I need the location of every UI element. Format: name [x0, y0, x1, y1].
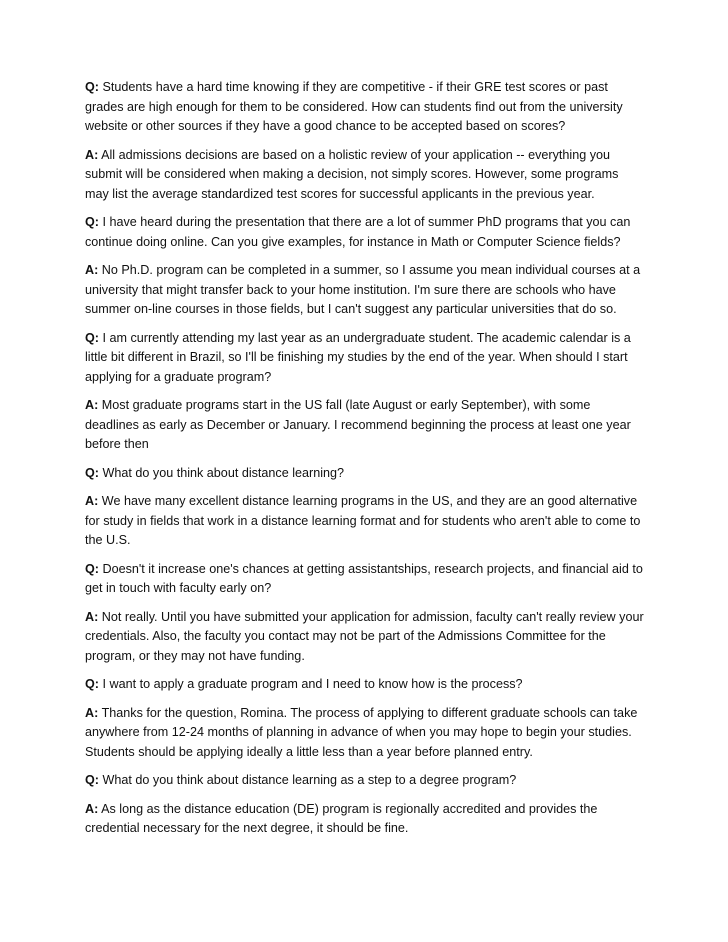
- question-paragraph: [85, 78, 645, 137]
- question-text: What do you think about distance learning as a step to a degree program?: [102, 773, 517, 787]
- question-marker: Q:: [85, 330, 99, 345]
- answer-paragraph: [85, 800, 645, 839]
- question-text: What do you think about distance learning?: [102, 465, 345, 480]
- question-marker: Q:: [85, 561, 99, 576]
- question-marker: Q:: [85, 773, 99, 787]
- question-paragraph: [85, 771, 645, 791]
- question-marker: Q:: [85, 677, 99, 691]
- answer-text: As long as the distance education (DE) program is regionally accredited and provides the credential necessary for the next degree, it should be fine.: [85, 801, 598, 835]
- answer-marker: A:: [85, 263, 99, 277]
- answer-text: All admissions decisions are based on a holistic review of your application -- everything you submit will be considered when making a decision, not simply scores. However, some programs may list the average standardized test scores for successful applicants in the previous year.: [85, 147, 619, 201]
- question-text: Students have a hard time knowing if they are competitive - if their GRE test scores or past grades are high enough for them to be considered. How can students find out from the university website or other sources if they have a good chance to be accepted based on scores?: [85, 80, 623, 133]
- document-page: [85, 78, 645, 848]
- answer-paragraph: [85, 261, 645, 320]
- answer-marker: A:: [85, 801, 99, 816]
- question-paragraph: [85, 213, 645, 252]
- question-marker: Q:: [85, 215, 99, 229]
- answer-text: No Ph.D. program can be completed in a summer, so I assume you mean individual courses at a university that might transfer back to your home institution. I'm sure there are schools who have summer on-line courses in those fields, but I can't suggest any particular universities that do so.: [85, 263, 641, 316]
- answer-paragraph: [85, 146, 645, 205]
- question-paragraph: [85, 675, 645, 695]
- question-marker: Q:: [85, 465, 99, 480]
- question-paragraph: [85, 464, 645, 484]
- answer-text: Most graduate programs start in the US fall (late August or early September), with some deadlines as early as December or January. I recommend beginning the process at least one year before then: [85, 398, 631, 451]
- answer-text: We have many excellent distance learning programs in the US, and they are an good alternative for study in fields that work in a distance learning format and for students who aren't able to come to the U.S.: [85, 494, 641, 547]
- answer-marker: A:: [85, 398, 99, 412]
- answer-text: Thanks for the question, Romina. The process of applying to different graduate schools can take anywhere from 12-24 months of planning in advance of when you may hope to begin your studies. Students should be applying ideally a little less than a year before planned entry.: [85, 705, 638, 759]
- answer-marker: A:: [85, 609, 99, 624]
- question-marker: Q:: [85, 80, 99, 94]
- question-text: Doesn't it increase one's chances at getting assistantships, research projects, and financial aid to get in touch with faculty early on?: [85, 561, 643, 595]
- question-text: I want to apply a graduate program and I need to know how is the process?: [102, 677, 523, 691]
- question-text: I am currently attending my last year as an undergraduate student. The academic calendar is a little bit different in Brazil, so I'll be finishing my studies by the end of the year. When should I start applying for a graduate program?: [85, 330, 631, 384]
- answer-paragraph: [85, 608, 645, 667]
- answer-paragraph: [85, 704, 645, 763]
- answer-text: Not really. Until you have submitted your application for admission, faculty can't really review your credentials. Also, the faculty you contact may not be part of the Admissions Committee for the program, or they may not have funding.: [85, 609, 644, 663]
- question-paragraph: [85, 329, 645, 388]
- question-paragraph: [85, 560, 645, 599]
- answer-marker: A:: [85, 147, 99, 162]
- question-text: I have heard during the presentation that there are a lot of summer PhD programs that you can continue doing online. Can you give examples, for instance in Math or Computer Science fields?: [85, 215, 631, 249]
- answer-marker: A:: [85, 705, 99, 720]
- answer-paragraph: [85, 396, 645, 455]
- answer-marker: A:: [85, 494, 99, 508]
- answer-paragraph: [85, 492, 645, 551]
